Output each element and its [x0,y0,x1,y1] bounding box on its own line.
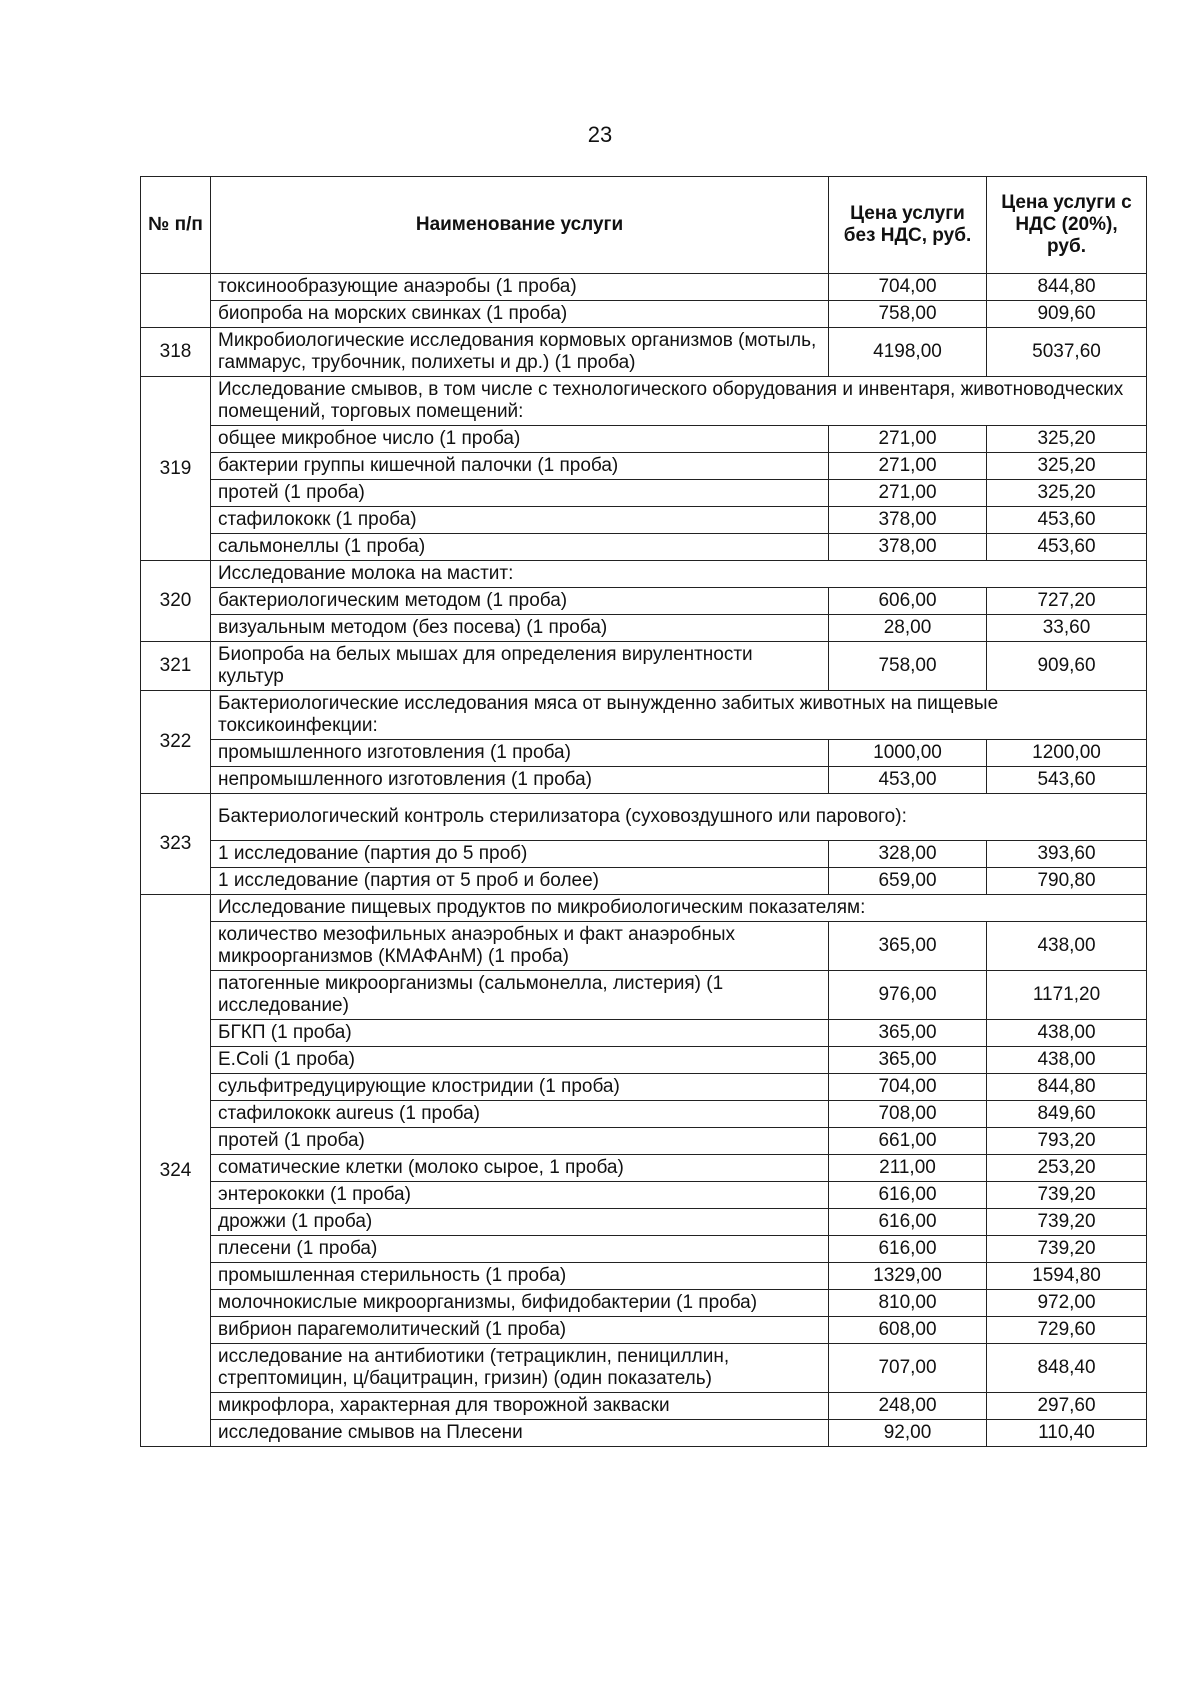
service-name: стафилококк aureus (1 проба) [211,1101,829,1128]
price-no-vat: 976,00 [829,971,987,1020]
price-no-vat: 92,00 [829,1420,987,1447]
price-no-vat: 365,00 [829,922,987,971]
table-row [141,794,1147,841]
table-row [141,642,1147,691]
header-name: Наименование услуги [211,177,829,274]
service-name: протей (1 проба) [211,480,829,507]
price-no-vat: 606,00 [829,588,987,615]
price-with-vat: 5037,60 [987,328,1147,377]
price-no-vat: 248,00 [829,1393,987,1420]
service-name: вибрион парагемолитический (1 проба) [211,1317,829,1344]
table-row [141,377,1147,426]
price-no-vat: 758,00 [829,642,987,691]
table-row [141,588,1147,615]
table-row [141,1344,1147,1393]
price-no-vat: 211,00 [829,1155,987,1182]
service-name: патогенные микроорганизмы (сальмонелла, листерия) (1 исследование) [211,971,829,1020]
service-name: непромышленного изготовления (1 проба) [211,767,829,794]
table-row [141,1020,1147,1047]
table-row [141,767,1147,794]
service-name: визуальным методом (без посева) (1 проба) [211,615,829,642]
price-no-vat: 4198,00 [829,328,987,377]
price-with-vat: 1594,80 [987,1263,1147,1290]
service-name: токсинообразующие анаэробы (1 проба) [211,274,829,301]
price-with-vat: 739,20 [987,1209,1147,1236]
table-row [141,1263,1147,1290]
price-with-vat: 844,80 [987,274,1147,301]
price-no-vat: 661,00 [829,1128,987,1155]
service-name: дрожжи (1 проба) [211,1209,829,1236]
header-num: № п/п [141,177,211,274]
service-name: биопроба на морских свинках (1 проба) [211,301,829,328]
service-name: микрофлора, характерная для творожной закваски [211,1393,829,1420]
table-row [141,1209,1147,1236]
price-no-vat: 616,00 [829,1209,987,1236]
price-with-vat: 849,60 [987,1101,1147,1128]
service-name: промышленная стерильность (1 проба) [211,1263,829,1290]
price-with-vat: 1200,00 [987,740,1147,767]
price-no-vat: 707,00 [829,1344,987,1393]
price-with-vat: 438,00 [987,1020,1147,1047]
service-name: Бактериологический контроль стерилизатора (суховоздушного или парового): [211,794,1147,841]
service-name: 1 исследование (партия от 5 проб и более) [211,868,829,895]
table-row [141,1290,1147,1317]
price-no-vat: 608,00 [829,1317,987,1344]
row-number: 318 [141,328,211,377]
table-row [141,301,1147,328]
table-row [141,1101,1147,1128]
price-no-vat: 616,00 [829,1236,987,1263]
row-number: 322 [141,691,211,794]
price-with-vat: 393,60 [987,841,1147,868]
service-name: соматические клетки (молоко сырое, 1 проба) [211,1155,829,1182]
table-row [141,615,1147,642]
price-no-vat: 378,00 [829,534,987,561]
table-row [141,740,1147,767]
table-row [141,1236,1147,1263]
price-no-vat: 758,00 [829,301,987,328]
table-body [141,274,1147,1447]
service-name: исследование смывов на Плесени [211,1420,829,1447]
table-row [141,507,1147,534]
price-with-vat: 739,20 [987,1236,1147,1263]
price-with-vat: 909,60 [987,642,1147,691]
price-with-vat: 438,00 [987,922,1147,971]
price-with-vat: 909,60 [987,301,1147,328]
price-with-vat: 325,20 [987,426,1147,453]
table-row [141,534,1147,561]
price-no-vat: 708,00 [829,1101,987,1128]
table-row [141,922,1147,971]
table-row [141,1317,1147,1344]
table-row [141,426,1147,453]
price-no-vat: 365,00 [829,1047,987,1074]
service-name: протей (1 проба) [211,1128,829,1155]
price-with-vat: 453,60 [987,534,1147,561]
table-header-row [141,177,1147,274]
service-name: энтерококки (1 проба) [211,1182,829,1209]
price-no-vat: 365,00 [829,1020,987,1047]
table-row [141,480,1147,507]
service-name: бактериологическим методом (1 проба) [211,588,829,615]
service-name: 1 исследование (партия до 5 проб) [211,841,829,868]
service-name: плесени (1 проба) [211,1236,829,1263]
row-number: 324 [141,895,211,1447]
table-row [141,1182,1147,1209]
table-row [141,1047,1147,1074]
service-name: стафилококк (1 проба) [211,507,829,534]
table-row [141,561,1147,588]
price-with-vat: 253,20 [987,1155,1147,1182]
service-name: молочнокислые микроорганизмы, бифидобактерии (1 проба) [211,1290,829,1317]
header-price-no-vat: Цена услуги без НДС, руб. [829,177,987,274]
page-number: 23 [587,122,613,147]
service-name: сульфитредуцирующие клостридии (1 проба) [211,1074,829,1101]
table-row [141,274,1147,301]
service-name: Исследование пищевых продуктов по микробиологическим показателям: [211,895,1147,922]
price-with-vat: 438,00 [987,1047,1147,1074]
price-with-vat: 727,20 [987,588,1147,615]
price-no-vat: 453,00 [829,767,987,794]
price-no-vat: 659,00 [829,868,987,895]
price-with-vat: 33,60 [987,615,1147,642]
table-row [141,868,1147,895]
price-with-vat: 844,80 [987,1074,1147,1101]
price-no-vat: 1000,00 [829,740,987,767]
price-no-vat: 704,00 [829,1074,987,1101]
service-name: Микробиологические исследования кормовых организмов (мотыль, гаммарус, трубочник, полихеты и др.) (1 проба) [211,328,829,377]
price-no-vat: 271,00 [829,426,987,453]
price-table [140,176,1147,1447]
service-name: Исследование молока на мастит: [211,561,1147,588]
service-name: бактерии группы кишечной палочки (1 проба) [211,453,829,480]
table-row [141,895,1147,922]
row-number: 319 [141,377,211,561]
price-with-vat: 543,60 [987,767,1147,794]
table-row [141,971,1147,1020]
service-name: промышленного изготовления (1 проба) [211,740,829,767]
service-name: Бактериологические исследования мяса от вынужденно забитых животных на пищевые токсикоинфекции: [211,691,1147,740]
table-row [141,1155,1147,1182]
table-row [141,841,1147,868]
price-with-vat: 729,60 [987,1317,1147,1344]
service-name: Биопроба на белых мышах для определения вирулентности культур [211,642,829,691]
row-number: 320 [141,561,211,642]
price-with-vat: 790,80 [987,868,1147,895]
price-with-vat: 793,20 [987,1128,1147,1155]
table-row [141,691,1147,740]
price-no-vat: 328,00 [829,841,987,868]
price-with-vat: 739,20 [987,1182,1147,1209]
service-name: БГКП (1 проба) [211,1020,829,1047]
price-no-vat: 378,00 [829,507,987,534]
price-with-vat: 1171,20 [987,971,1147,1020]
table-row [141,328,1147,377]
price-no-vat: 704,00 [829,274,987,301]
price-no-vat: 616,00 [829,1182,987,1209]
price-no-vat: 271,00 [829,480,987,507]
price-with-vat: 848,40 [987,1344,1147,1393]
service-name: исследование на антибиотики (тетрациклин, пенициллин, стрептомицин, ц/бацитрацин, гризин) (один показатель) [211,1344,829,1393]
price-no-vat: 1329,00 [829,1263,987,1290]
price-with-vat: 110,40 [987,1420,1147,1447]
table-row [141,1128,1147,1155]
service-name: Исследование смывов, в том числе с технологического оборудования и инвентаря, животноводческих помещений, торговых помещений: [211,377,1147,426]
price-with-vat: 325,20 [987,480,1147,507]
price-with-vat: 325,20 [987,453,1147,480]
service-name: сальмонеллы (1 проба) [211,534,829,561]
service-name: E.Coli (1 проба) [211,1047,829,1074]
table-row [141,453,1147,480]
price-no-vat: 28,00 [829,615,987,642]
price-no-vat: 810,00 [829,1290,987,1317]
price-with-vat: 972,00 [987,1290,1147,1317]
row-number: 323 [141,794,211,895]
price-no-vat: 271,00 [829,453,987,480]
service-name: общее микробное число (1 проба) [211,426,829,453]
row-number: 321 [141,642,211,691]
price-with-vat: 453,60 [987,507,1147,534]
table-row [141,1393,1147,1420]
table-row [141,1420,1147,1447]
service-name: количество мезофильных анаэробных и факт анаэробных микроорганизмов (КМАФАнМ) (1 проба) [211,922,829,971]
table-row [141,1074,1147,1101]
row-number [141,274,211,328]
price-with-vat: 297,60 [987,1393,1147,1420]
header-price-vat: Цена услуги с НДС (20%), руб. [987,177,1147,274]
